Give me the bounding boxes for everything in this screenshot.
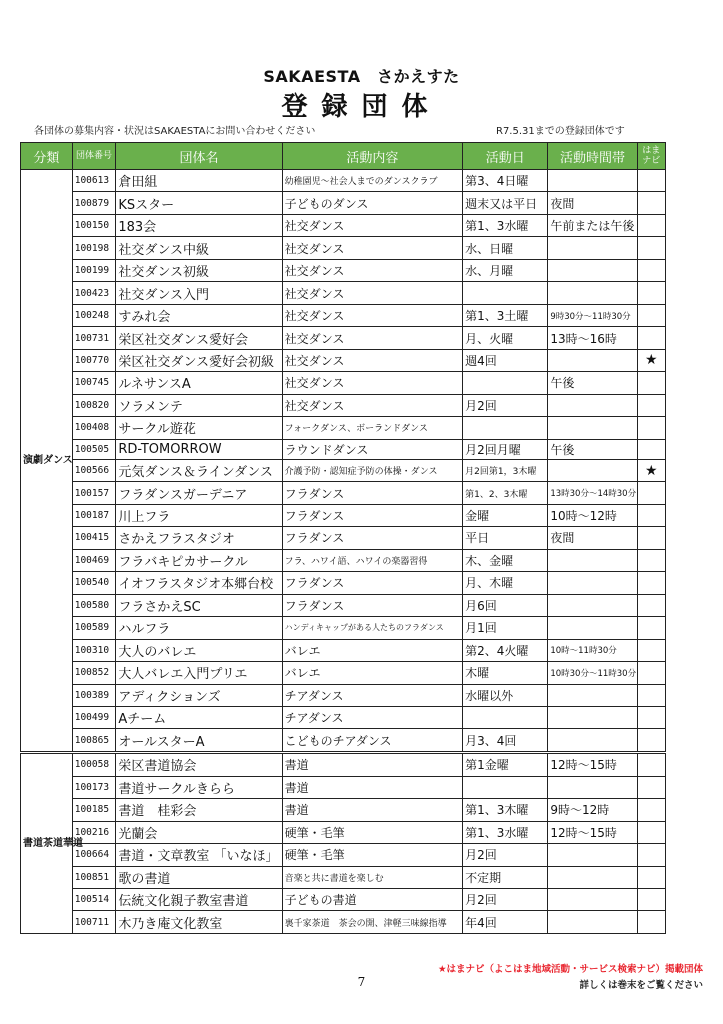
cell-no: 100389: [72, 684, 116, 706]
cell-nav: [637, 192, 665, 214]
cell-time: [548, 707, 637, 729]
table-row: [21, 549, 666, 571]
cell-no: 100664: [72, 844, 116, 866]
cell-nav: [637, 394, 665, 416]
table-row: [21, 799, 666, 821]
cell-time: [548, 866, 637, 888]
cell-time: [548, 776, 637, 798]
cell-activity: フラダンス: [282, 594, 463, 616]
table-row: [21, 866, 666, 888]
cell-activity: フラダンス: [282, 504, 463, 526]
cell-day: [463, 282, 548, 304]
cell-nav: [637, 214, 665, 236]
cell-no: 100173: [72, 776, 116, 798]
cell-name: すみれ会: [116, 304, 282, 326]
cell-activity: こどものチアダンス: [282, 729, 463, 753]
cell-no: 100566: [72, 459, 116, 481]
cell-time: 10時～11時30分: [548, 639, 637, 661]
cell-time: 10時30分～11時30分: [548, 662, 637, 684]
cell-time: [548, 259, 637, 281]
header-activity: 活動内容: [282, 143, 463, 170]
cell-name: 書道・文章教室 「いなほ」: [116, 844, 282, 866]
cell-day: 第1、2、3木曜: [463, 482, 548, 504]
header-name: 団体名: [116, 143, 282, 170]
cell-day: 第2、4火曜: [463, 639, 548, 661]
cell-no: 100150: [72, 214, 116, 236]
cell-name: 伝統文化親子教室書道: [116, 889, 282, 911]
header-row: [21, 143, 666, 170]
table-row: [21, 417, 666, 439]
cell-day: 金曜: [463, 504, 548, 526]
cell-no: 100711: [72, 911, 116, 934]
cell-time: 9時～12時: [548, 799, 637, 821]
table-row: [21, 527, 666, 549]
cell-activity: 社交ダンス: [282, 372, 463, 394]
table-row: [21, 170, 666, 192]
table-row: [21, 327, 666, 349]
cell-name: アディクションズ: [116, 684, 282, 706]
cell-nav: [637, 753, 665, 777]
cell-nav: [637, 549, 665, 571]
cell-name: 社交ダンス入門: [116, 282, 282, 304]
cell-activity: チアダンス: [282, 684, 463, 706]
cell-name: 倉田組: [116, 170, 282, 192]
cell-no: 100187: [72, 504, 116, 526]
cell-nav: [637, 821, 665, 843]
table-row: [21, 572, 666, 594]
table-row: [21, 394, 666, 416]
cell-no: 100469: [72, 549, 116, 571]
header-category: 分類: [21, 143, 73, 170]
cell-nav: [637, 639, 665, 661]
cell-name: 歌の書道: [116, 866, 282, 888]
cell-nav: [637, 844, 665, 866]
table-row: [21, 372, 666, 394]
cell-day: 週4回: [463, 349, 548, 371]
cell-name: 栄区書道協会: [116, 753, 282, 777]
cell-nav: [637, 684, 665, 706]
header-time: 活動時間帯: [548, 143, 637, 170]
cell-no: 100248: [72, 304, 116, 326]
table-row: [21, 459, 666, 481]
cell-activity: ハンディキャップがある人たちのフラダンス: [282, 617, 463, 639]
cell-activity: フォークダンス、ボーランドダンス: [282, 417, 463, 439]
cell-nav: [637, 729, 665, 753]
cell-no: 100310: [72, 639, 116, 661]
cell-nav: [637, 327, 665, 349]
cell-no: 100198: [72, 237, 116, 259]
cell-time: [548, 170, 637, 192]
cell-no: 100185: [72, 799, 116, 821]
cell-activity: 硬筆・毛筆: [282, 821, 463, 843]
cell-name: 社交ダンス中級: [116, 237, 282, 259]
cell-activity: バレエ: [282, 639, 463, 661]
cell-no: 100820: [72, 394, 116, 416]
cell-name: 木乃き庵文化教室: [116, 911, 282, 934]
cell-name: フラバキピカサークル: [116, 549, 282, 571]
cell-time: [548, 844, 637, 866]
cell-time: [548, 459, 637, 481]
table-row: [21, 192, 666, 214]
cell-no: 100770: [72, 349, 116, 371]
cell-activity: 書道: [282, 799, 463, 821]
table-row: [21, 282, 666, 304]
cell-activity: バレエ: [282, 662, 463, 684]
cell-activity: 社交ダンス: [282, 304, 463, 326]
cell-time: 午後: [548, 439, 637, 459]
cell-nav: [637, 707, 665, 729]
registry-table: [20, 142, 666, 934]
cell-time: 夜間: [548, 527, 637, 549]
page-number: 7: [357, 975, 366, 989]
cell-time: 9時30分～11時30分: [548, 304, 637, 326]
cell-name: Aチーム: [116, 707, 282, 729]
cell-nav: [637, 799, 665, 821]
cell-name: 川上フラ: [116, 504, 282, 526]
cell-activity: 社交ダンス: [282, 282, 463, 304]
cell-nav: [637, 417, 665, 439]
cell-nav: [637, 662, 665, 684]
cell-time: 12時～15時: [548, 753, 637, 777]
table-row: [21, 214, 666, 236]
cell-no: 100505: [72, 439, 116, 459]
cell-activity: 裏千家茶道 茶会の開、津軽三味線指導: [282, 911, 463, 934]
cell-nav: [637, 911, 665, 934]
cell-nav: [637, 617, 665, 639]
cell-activity: フラダンス: [282, 527, 463, 549]
cell-no: 100157: [72, 482, 116, 504]
table-row: [21, 821, 666, 843]
cell-nav: [637, 259, 665, 281]
cell-name: 社交ダンス初級: [116, 259, 282, 281]
cell-name: 光蘭会: [116, 821, 282, 843]
cell-name: イオフラスタジオ本郷台校: [116, 572, 282, 594]
cell-no: 100415: [72, 527, 116, 549]
cell-day: 第1、3木曜: [463, 799, 548, 821]
cell-activity: 書道: [282, 776, 463, 798]
table-row: [21, 684, 666, 706]
cell-nav: [637, 504, 665, 526]
cell-name: 栄区社交ダンス愛好会初級: [116, 349, 282, 371]
cell-activity: フラダンス: [282, 572, 463, 594]
hamanavi-note: ★はまナビ（よこはま地域活動・サービス検索ナビ）掲載団体: [437, 964, 703, 975]
cell-day: 木、金曜: [463, 549, 548, 571]
table-row: [21, 639, 666, 661]
cell-time: [548, 417, 637, 439]
cell-time: [548, 349, 637, 371]
cell-day: 第1、3水曜: [463, 214, 548, 236]
cell-activity: 社交ダンス: [282, 327, 463, 349]
cell-nav: [637, 439, 665, 459]
inquiry-note: 各団体の募集内容・状況はSAKAESTAにお問い合わせください: [34, 126, 316, 137]
table-row: [21, 439, 666, 459]
table-row: [21, 707, 666, 729]
cell-day: 月2回第1，3木曜: [463, 459, 548, 481]
date-note: R7.5.31までの登録団体です: [496, 126, 625, 137]
table-row: [21, 237, 666, 259]
cell-time: [548, 594, 637, 616]
cell-day: 水、月曜: [463, 259, 548, 281]
cell-day: 月2回月曜: [463, 439, 548, 459]
table-row: [21, 304, 666, 326]
cell-nav: [637, 594, 665, 616]
cell-name: サークル遊花: [116, 417, 282, 439]
cell-time: 13時30分～14時30分: [548, 482, 637, 504]
see-appendix-note: 詳しくは巻末をご覧ください: [579, 980, 703, 991]
category-cell: 演劇ダンス: [21, 170, 73, 753]
cell-day: 月2回: [463, 844, 548, 866]
cell-no: 100216: [72, 821, 116, 843]
cell-time: [548, 889, 637, 911]
cell-day: 月、火曜: [463, 327, 548, 349]
cell-nav: ★: [637, 349, 665, 371]
cell-day: 月3、4回: [463, 729, 548, 753]
cell-name: フラダンスガーデニア: [116, 482, 282, 504]
table-row: [21, 776, 666, 798]
cell-time: 12時～15時: [548, 821, 637, 843]
header-day: 活動日: [463, 143, 548, 170]
table-row: [21, 482, 666, 504]
cell-day: 週末又は平日: [463, 192, 548, 214]
cell-activity: 社交ダンス: [282, 237, 463, 259]
cell-time: [548, 282, 637, 304]
cell-no: 100879: [72, 192, 116, 214]
cell-name: 元気ダンス＆ラインダンス: [116, 459, 282, 481]
cell-day: 木曜: [463, 662, 548, 684]
cell-activity: ラウンドダンス: [282, 439, 463, 459]
cell-time: [548, 729, 637, 753]
cell-time: [548, 617, 637, 639]
cell-day: 水、日曜: [463, 237, 548, 259]
cell-day: 第1、3水曜: [463, 821, 548, 843]
cell-no: 100423: [72, 282, 116, 304]
page-title: 登録団体: [281, 92, 442, 122]
cell-no: 100199: [72, 259, 116, 281]
cell-time: [548, 572, 637, 594]
cell-activity: 子どもの書道: [282, 889, 463, 911]
cell-nav: [637, 889, 665, 911]
cell-day: 月2回: [463, 889, 548, 911]
table-row: [21, 889, 666, 911]
cell-activity: 社交ダンス: [282, 394, 463, 416]
cell-day: 月6回: [463, 594, 548, 616]
cell-activity: 介護予防・認知症予防の体操・ダンス: [282, 459, 463, 481]
table-row: [21, 911, 666, 934]
table-row: [21, 729, 666, 753]
cell-activity: 社交ダンス: [282, 349, 463, 371]
cell-day: 不定期: [463, 866, 548, 888]
table-row: [21, 753, 666, 777]
cell-day: 年4回: [463, 911, 548, 934]
cell-day: 第3、4日曜: [463, 170, 548, 192]
cell-time: [548, 394, 637, 416]
cell-day: [463, 707, 548, 729]
cell-time: [548, 684, 637, 706]
table-row: [21, 662, 666, 684]
cell-activity: 硬筆・毛筆: [282, 844, 463, 866]
cell-nav: ★: [637, 459, 665, 481]
cell-nav: [637, 170, 665, 192]
cell-activity: 社交ダンス: [282, 214, 463, 236]
cell-day: 第1、3土曜: [463, 304, 548, 326]
cell-no: 100514: [72, 889, 116, 911]
cell-no: 100851: [72, 866, 116, 888]
cell-activity: フラダンス: [282, 482, 463, 504]
cell-name: ルネサンスA: [116, 372, 282, 394]
cell-nav: [637, 372, 665, 394]
cell-day: 月2回: [463, 394, 548, 416]
cell-nav: [637, 237, 665, 259]
cell-day: 第1金曜: [463, 753, 548, 777]
cell-no: 100589: [72, 617, 116, 639]
cell-no: 100731: [72, 327, 116, 349]
cell-name: ソラメンテ: [116, 394, 282, 416]
cell-time: 10時～12時: [548, 504, 637, 526]
cell-name: KSスター: [116, 192, 282, 214]
table-row: [21, 844, 666, 866]
cell-no: 100058: [72, 753, 116, 777]
cell-name: さかえフラスタジオ: [116, 527, 282, 549]
cell-no: 100540: [72, 572, 116, 594]
cell-day: 水曜以外: [463, 684, 548, 706]
cell-nav: [637, 572, 665, 594]
cell-activity: 書道: [282, 753, 463, 777]
cell-name: 書道サークルきらら: [116, 776, 282, 798]
cell-no: 100499: [72, 707, 116, 729]
cell-day: [463, 417, 548, 439]
category-cell: 書道茶道華道: [21, 753, 73, 934]
header-nav: はまナビ: [637, 143, 665, 170]
cell-activity: 幼稚園児～社会人までのダンスクラブ: [282, 170, 463, 192]
cell-activity: チアダンス: [282, 707, 463, 729]
cell-name: 栄区社交ダンス愛好会: [116, 327, 282, 349]
table-row: [21, 617, 666, 639]
cell-activity: 音楽と共に書道を楽しむ: [282, 866, 463, 888]
cell-day: [463, 776, 548, 798]
cell-no: 100580: [72, 594, 116, 616]
cell-time: 夜間: [548, 192, 637, 214]
cell-nav: [637, 776, 665, 798]
cell-time: 午後: [548, 372, 637, 394]
cell-nav: [637, 282, 665, 304]
cell-time: 13時～16時: [548, 327, 637, 349]
cell-no: 100865: [72, 729, 116, 753]
table-row: [21, 259, 666, 281]
cell-activity: 子どものダンス: [282, 192, 463, 214]
table-row: [21, 504, 666, 526]
cell-day: [463, 372, 548, 394]
cell-name: RD-TOMORROW: [116, 439, 282, 459]
cell-name: 大人のバレエ: [116, 639, 282, 661]
cell-activity: 社交ダンス: [282, 259, 463, 281]
cell-time: [548, 237, 637, 259]
cell-name: 183会: [116, 214, 282, 236]
cell-no: 100613: [72, 170, 116, 192]
cell-name: ハルフラ: [116, 617, 282, 639]
cell-no: 100745: [72, 372, 116, 394]
cell-time: 午前または午後: [548, 214, 637, 236]
cell-no: 100408: [72, 417, 116, 439]
cell-day: 月、木曜: [463, 572, 548, 594]
cell-nav: [637, 482, 665, 504]
title-en: SAKAESTA さかえすた: [263, 67, 460, 86]
table-row: [21, 594, 666, 616]
cell-time: [548, 911, 637, 934]
cell-day: 月1回: [463, 617, 548, 639]
cell-activity: フラ、ハワイ語、ハワイの楽器習得: [282, 549, 463, 571]
table-row: [21, 349, 666, 371]
cell-name: 大人バレエ入門プリエ: [116, 662, 282, 684]
cell-nav: [637, 866, 665, 888]
cell-name: 書道 桂彩会: [116, 799, 282, 821]
cell-nav: [637, 304, 665, 326]
cell-name: オールスターA: [116, 729, 282, 753]
cell-time: [548, 549, 637, 571]
cell-nav: [637, 527, 665, 549]
cell-name: フラさかえSC: [116, 594, 282, 616]
header-no: 団体番号: [72, 143, 116, 170]
cell-day: 平日: [463, 527, 548, 549]
cell-no: 100852: [72, 662, 116, 684]
